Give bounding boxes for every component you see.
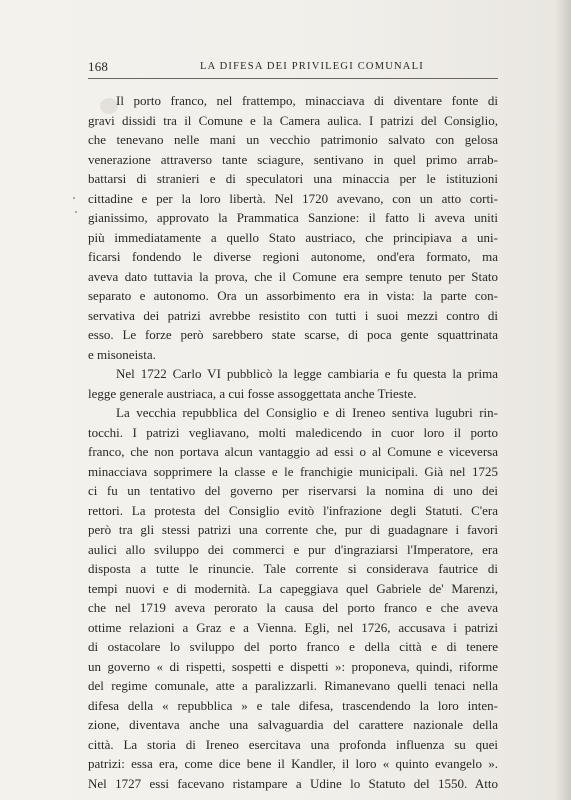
- text-line: venerazione attraverso tante sciagure, sentivano in quel primo arrab-: [88, 151, 498, 167]
- paper-speck: [75, 211, 77, 213]
- text-line: gravi dissidi tra il Comune e la Camera aulica. I patrizi del Consiglio,: [88, 112, 498, 128]
- text-line: aulici allo sviluppo dei commerci e pur d'ingraziarsi l'Imperatore, era: [88, 541, 498, 557]
- text-line: tocchi. I patrizi vegliavano, molti maledicendo in cuor loro il porto: [88, 424, 498, 440]
- text-line: disposta a tutte le rinuncie. Tale corrente si considerava fautrice di: [88, 561, 498, 576]
- text-line: legge generale austriaca, a cui fosse assoggettata anche Trieste.: [88, 385, 417, 401]
- text-line: che tenevano nelle mani un vecchio patrimonio salvato con gelosa: [88, 132, 498, 147]
- text-line: servativa dei patrizi avrebbe resistito con tutti i suoi mezzi contro di: [88, 307, 498, 323]
- text-line: battarsi di stranieri e di speculatori una minaccia per le istituzioni: [88, 171, 498, 186]
- text-line: esso. Le forze però sarebbero state scarse, di poca gente squattrinata: [88, 327, 498, 342]
- text-line: più immediatamente a quello Stato austriaco, che principiava a uni-: [88, 229, 498, 245]
- text-line: che nel 1719 aveva perorato la causa del porto franco e che aveva: [88, 600, 498, 615]
- text-line: ficarsi fondendo le diverse regioni autonome, ond'era formato, ma: [88, 249, 498, 264]
- text-line: rettori. La protesta del Consiglio evitò l'infrazione degli Statuti. C'era: [88, 502, 498, 518]
- text-line: Il porto franco, nel frattempo, minacciava di diventare fonte di: [116, 93, 498, 108]
- text-line: difesa della « repubblica » e tale difesa, trascendendo la loro inten-: [88, 697, 498, 713]
- running-header: [88, 54, 498, 79]
- paper-speck: [73, 197, 75, 199]
- text-line: un governo « di rispetti, sospetti e dispetti »: proponeva, quindi, riforme: [88, 658, 498, 674]
- text-line: patrizi: essa era, come dice bene il Kandler, il loro « quinto evangelo ».: [88, 756, 498, 771]
- text-line: ci fu un tentativo del governo per riservarsi la nomina di uno dei: [88, 483, 498, 498]
- text-line: Nel 1722 Carlo VI pubblicò la legge cambiaria e fu questa la prima: [116, 366, 498, 381]
- text-line: cittadine e per la loro libertà. Nel 1720 avevano, con un atto corti-: [88, 190, 498, 206]
- text-line: tempi nuovi e di modernità. La capeggiava quel Gabriele de' Marenzi,: [88, 580, 498, 596]
- text-line: Nel 1727 essi facevano ristampare a Udine lo Statuto del 1550. Atto: [88, 775, 498, 791]
- text-line: di ostacolare lo sviluppo del porto franco e della città e di tenere: [88, 639, 498, 654]
- text-line: del regime comunale, atte a paralizzarli. Rimanevano quelli tenaci nella: [88, 678, 498, 693]
- text-line: separato e autonomo. Ora un assorbimento era in vista: la parte con-: [88, 288, 498, 303]
- text-line: franco, che non portava alcun vantaggio ad essi o al Comune e viceversa: [88, 444, 498, 459]
- text-line: zione, diventava anche una salvaguardia del carattere nazionale della: [88, 717, 498, 732]
- text-line: città. La storia di Ireneo esercitava una profonda influenza su quei: [88, 736, 498, 752]
- text-line: e misoneista.: [88, 346, 156, 362]
- text-line: La vecchia repubblica del Consiglio e di Ireneo sentiva lugubri rin-: [116, 405, 498, 420]
- running-title: LA DIFESA DEI PRIVILEGI COMUNALI: [200, 61, 424, 72]
- text-line: però tra gli stessi patrizi una corrente che, pur di guadagnare i favori: [88, 522, 498, 537]
- text-line: gianissimo, approvato la Prammatica Sanzione: il fatto li aveva uniti: [88, 210, 498, 225]
- text-line: aveva dato tuttavia la prova, che il Comune era sempre tenuto per Stato: [88, 268, 498, 284]
- text-line: minacciava sopprimere la classe e le franchigie municipali. Già nel 1725: [88, 463, 498, 479]
- page-edge-shadow: [555, 0, 571, 800]
- body-text: [88, 91, 498, 793]
- page-number: 168: [88, 59, 109, 74]
- text-line: ottime relazioni a Graz e a Vienna. Egli, nel 1726, accusava i patrizi: [88, 619, 498, 635]
